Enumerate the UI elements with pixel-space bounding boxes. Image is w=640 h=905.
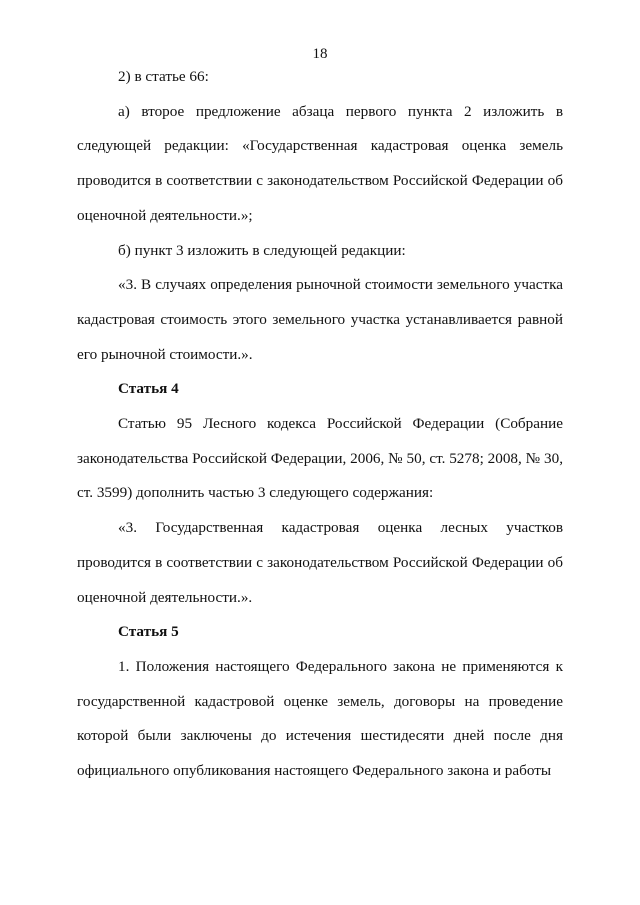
paragraph-amendment-b: б) пункт 3 изложить в следующей редакции: xyxy=(118,241,406,259)
paragraph-point-3-text: «3. В случаях определения рыночной стоимости земельного участка кадастровая стоимость этого земельного участка устанавливается равной его рыночной стоимости.». xyxy=(77,276,563,363)
paragraph-article-4-quote: «3. Государственная кадастровая оценка лесных участков проводится в соответствии с законодательством Российской Федерации об оценочной деятельности.». xyxy=(77,519,563,606)
page-number: 18 xyxy=(312,46,328,62)
paragraph-article-4-body: Статью 95 Лесного кодекса Российской Федерации (Собрание законодательства Российской Федерации, 2006, № 50, ст. 5278; 2008, № 30, ст. 3599) дополнить частью 3 следующего содержания: xyxy=(77,415,563,502)
heading-article-4: Статья 4 xyxy=(118,380,179,398)
document-body xyxy=(77,60,563,789)
heading-article-5: Статья 5 xyxy=(118,623,179,641)
paragraph-article-5-item-1: 1. Положения настоящего Федерального закона не применяются к государственной кадастровой оценке земель, договоры на проведение которой были заключены до истечения шестидесяти дней после дня официального опубликования настоящего Федерального закона и работы xyxy=(77,657,563,780)
paragraph-article-66-intro: 2) в статье 66: xyxy=(118,68,209,85)
paragraph-amendment-a: а) второе предложение абзаца первого пункта 2 изложить в следующей редакции: «Государственная кадастровая оценка земель проводится в соответствии с законодательством Российской Федерации об оценочной деятельности.»; xyxy=(77,102,563,224)
